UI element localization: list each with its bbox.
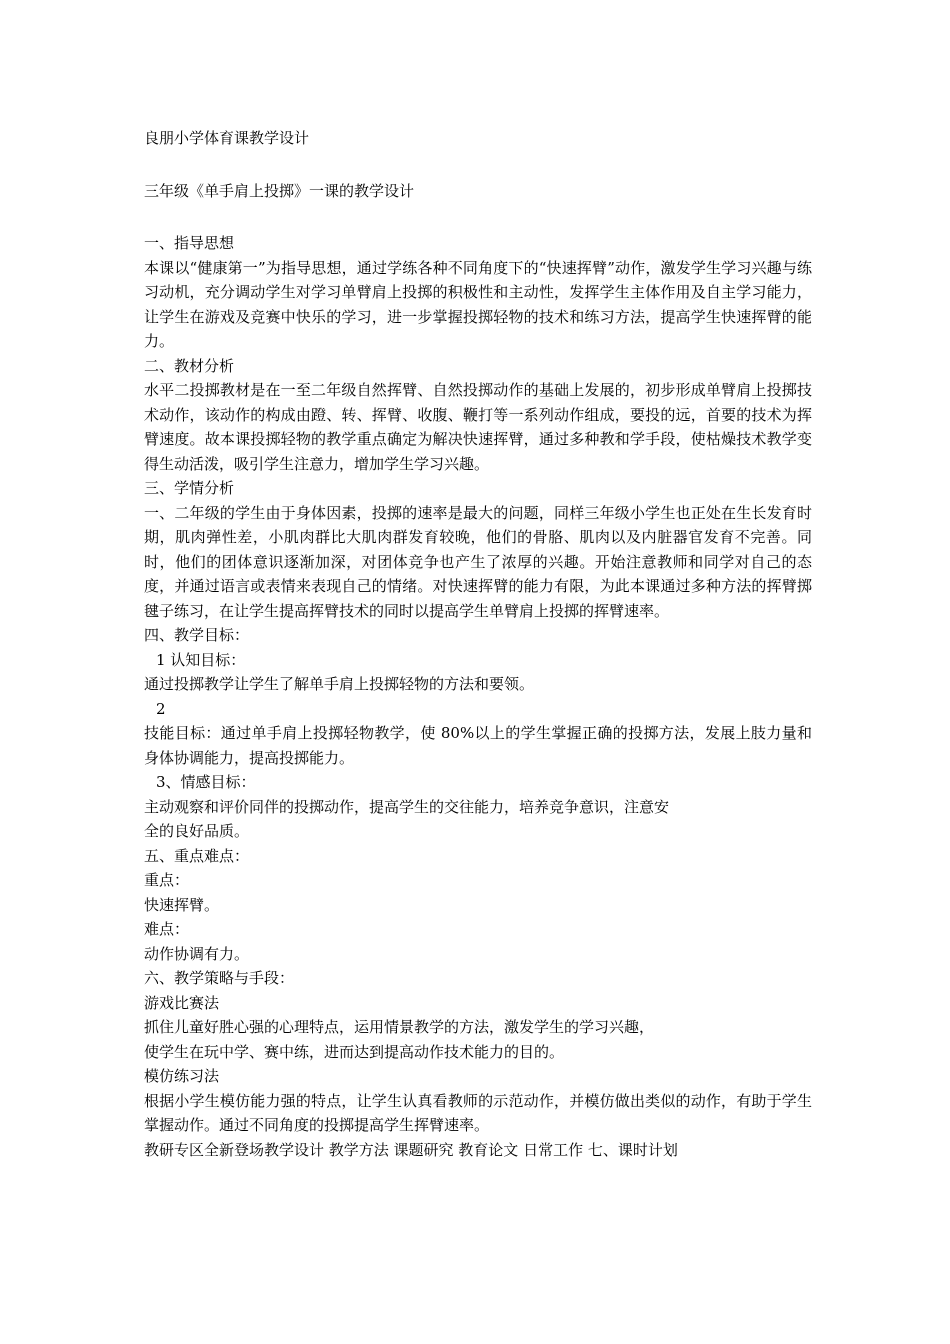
method-game-text-line-2: 使学生在玩中学、赛中练，进而达到提高动作技术能力的目的。	[144, 1042, 565, 1061]
key-point-text: 快速挥臂。	[144, 895, 220, 914]
lesson-title: 三年级《单手肩上投掷》一课的教学设计	[144, 181, 415, 200]
material-analysis-paragraph: 水平二投掷教材是在一至二年级自然挥臂、自然投掷动作的基础上发展的，初步形成单臂肩上投掷技术动作，该动作的构成由蹬、转、挥臂、收腹、鞭打等一系列动作组成，要投的远，首要的技术为挥臂速度。故本课投掷轻物的教学重点确定为解决快速挥臂，通过多种教和学手段，使枯燥技术教学变得生动活泼，吸引学生注意力，增加学生学习兴趣。	[144, 381, 812, 473]
method-imitation-label: 模仿练习法	[144, 1067, 220, 1085]
section-heading-guiding-thought: 一、指导思想	[144, 234, 235, 252]
student-analysis-paragraph: 一、二年级的学生由于身体因素，投掷的速率是最大的问题，同样三年级小学生也正处在生长发育时期，肌肉弹性差，小肌肉群比大肌肉群发育较晚，他们的骨胳、肌肉以及内脏器官发育不完善。同时，他们的团体意识逐渐加深，对团体竞争也产生了浓厚的兴趣。开始注意教师和同学对自己的态度，并通过语言或表情来表现自己的情绪。对快速挥臂的能力有限，为此本课通过多种方法的挥臂掷毽子练习，在让学生提高挥臂技术的同时以提高学生单臂肩上投掷的挥臂速率。	[144, 503, 812, 620]
goal-emotion-text-line-2: 全的良好品质。	[144, 822, 250, 840]
goal-emotion-label: 3、情感目标：	[156, 773, 256, 791]
section-heading-student-analysis: 三、学情分析	[144, 479, 235, 497]
goal-emotion-text-line-1: 主动观察和评价同伴的投掷动作，提高学生的交往能力，培养竞争意识，注意安	[144, 797, 670, 816]
method-game-label: 游戏比赛法	[144, 993, 220, 1012]
section-heading-strategies: 六、教学策略与手段：	[144, 969, 295, 987]
method-game-text-line-1: 抓住儿童好胜心强的心理特点，运用情景教学的方法，激发学生的学习兴趣，	[144, 1018, 655, 1036]
key-point-label: 重点：	[144, 871, 190, 889]
method-imitation-text: 根据小学生模仿能力强的特点，让学生认真看教师的示范动作，并模仿做出类似的动作，有助于学生掌握动作。通过不同角度的投掷提高学生挥臂速率。	[144, 1091, 812, 1134]
document-body	[144, 126, 812, 1162]
section-heading-key-points: 五、重点难点：	[144, 846, 250, 865]
footer-link-line: 教研专区全新登场教学设计 教学方法 课题研究 教育论文 日常工作 七、课时计划	[144, 1140, 678, 1159]
section-heading-teaching-goals: 四、教学目标：	[144, 626, 250, 644]
difficulty-text: 动作协调有力。	[144, 944, 250, 963]
goal-skill-label: 2	[156, 699, 166, 718]
section-heading-material-analysis: 二、教材分析	[144, 356, 235, 375]
goal-skill-text: 技能目标：通过单手肩上投掷轻物教学，使 80%以上的学生掌握正确的投掷方法，发展上肢力量和身体协调能力，提高投掷能力。	[144, 724, 812, 767]
goal-cognitive-label: 1 认知目标：	[156, 650, 246, 669]
goal-cognitive-text: 通过投掷教学让学生了解单手肩上投掷轻物的方法和要领。	[144, 675, 535, 693]
spacer	[144, 203, 812, 231]
spacer	[144, 151, 812, 179]
guiding-thought-paragraph: 本课以“健康第一”为指导思想，通过学练各种不同角度下的“快速挥臂”动作，激发学生学习兴趣与练习动机，充分调动学生对学习单臂肩上投掷的积极性和主动性，发挥学生主体作用及自主学习能力，让学生在游戏及竞赛中快乐的学习，进一步掌握投掷轻物的技术和练习方法，提高学生快速挥臂的能力。	[144, 258, 812, 350]
difficulty-label: 难点：	[144, 920, 190, 938]
school-title: 良朋小学体育课教学设计	[144, 129, 310, 147]
